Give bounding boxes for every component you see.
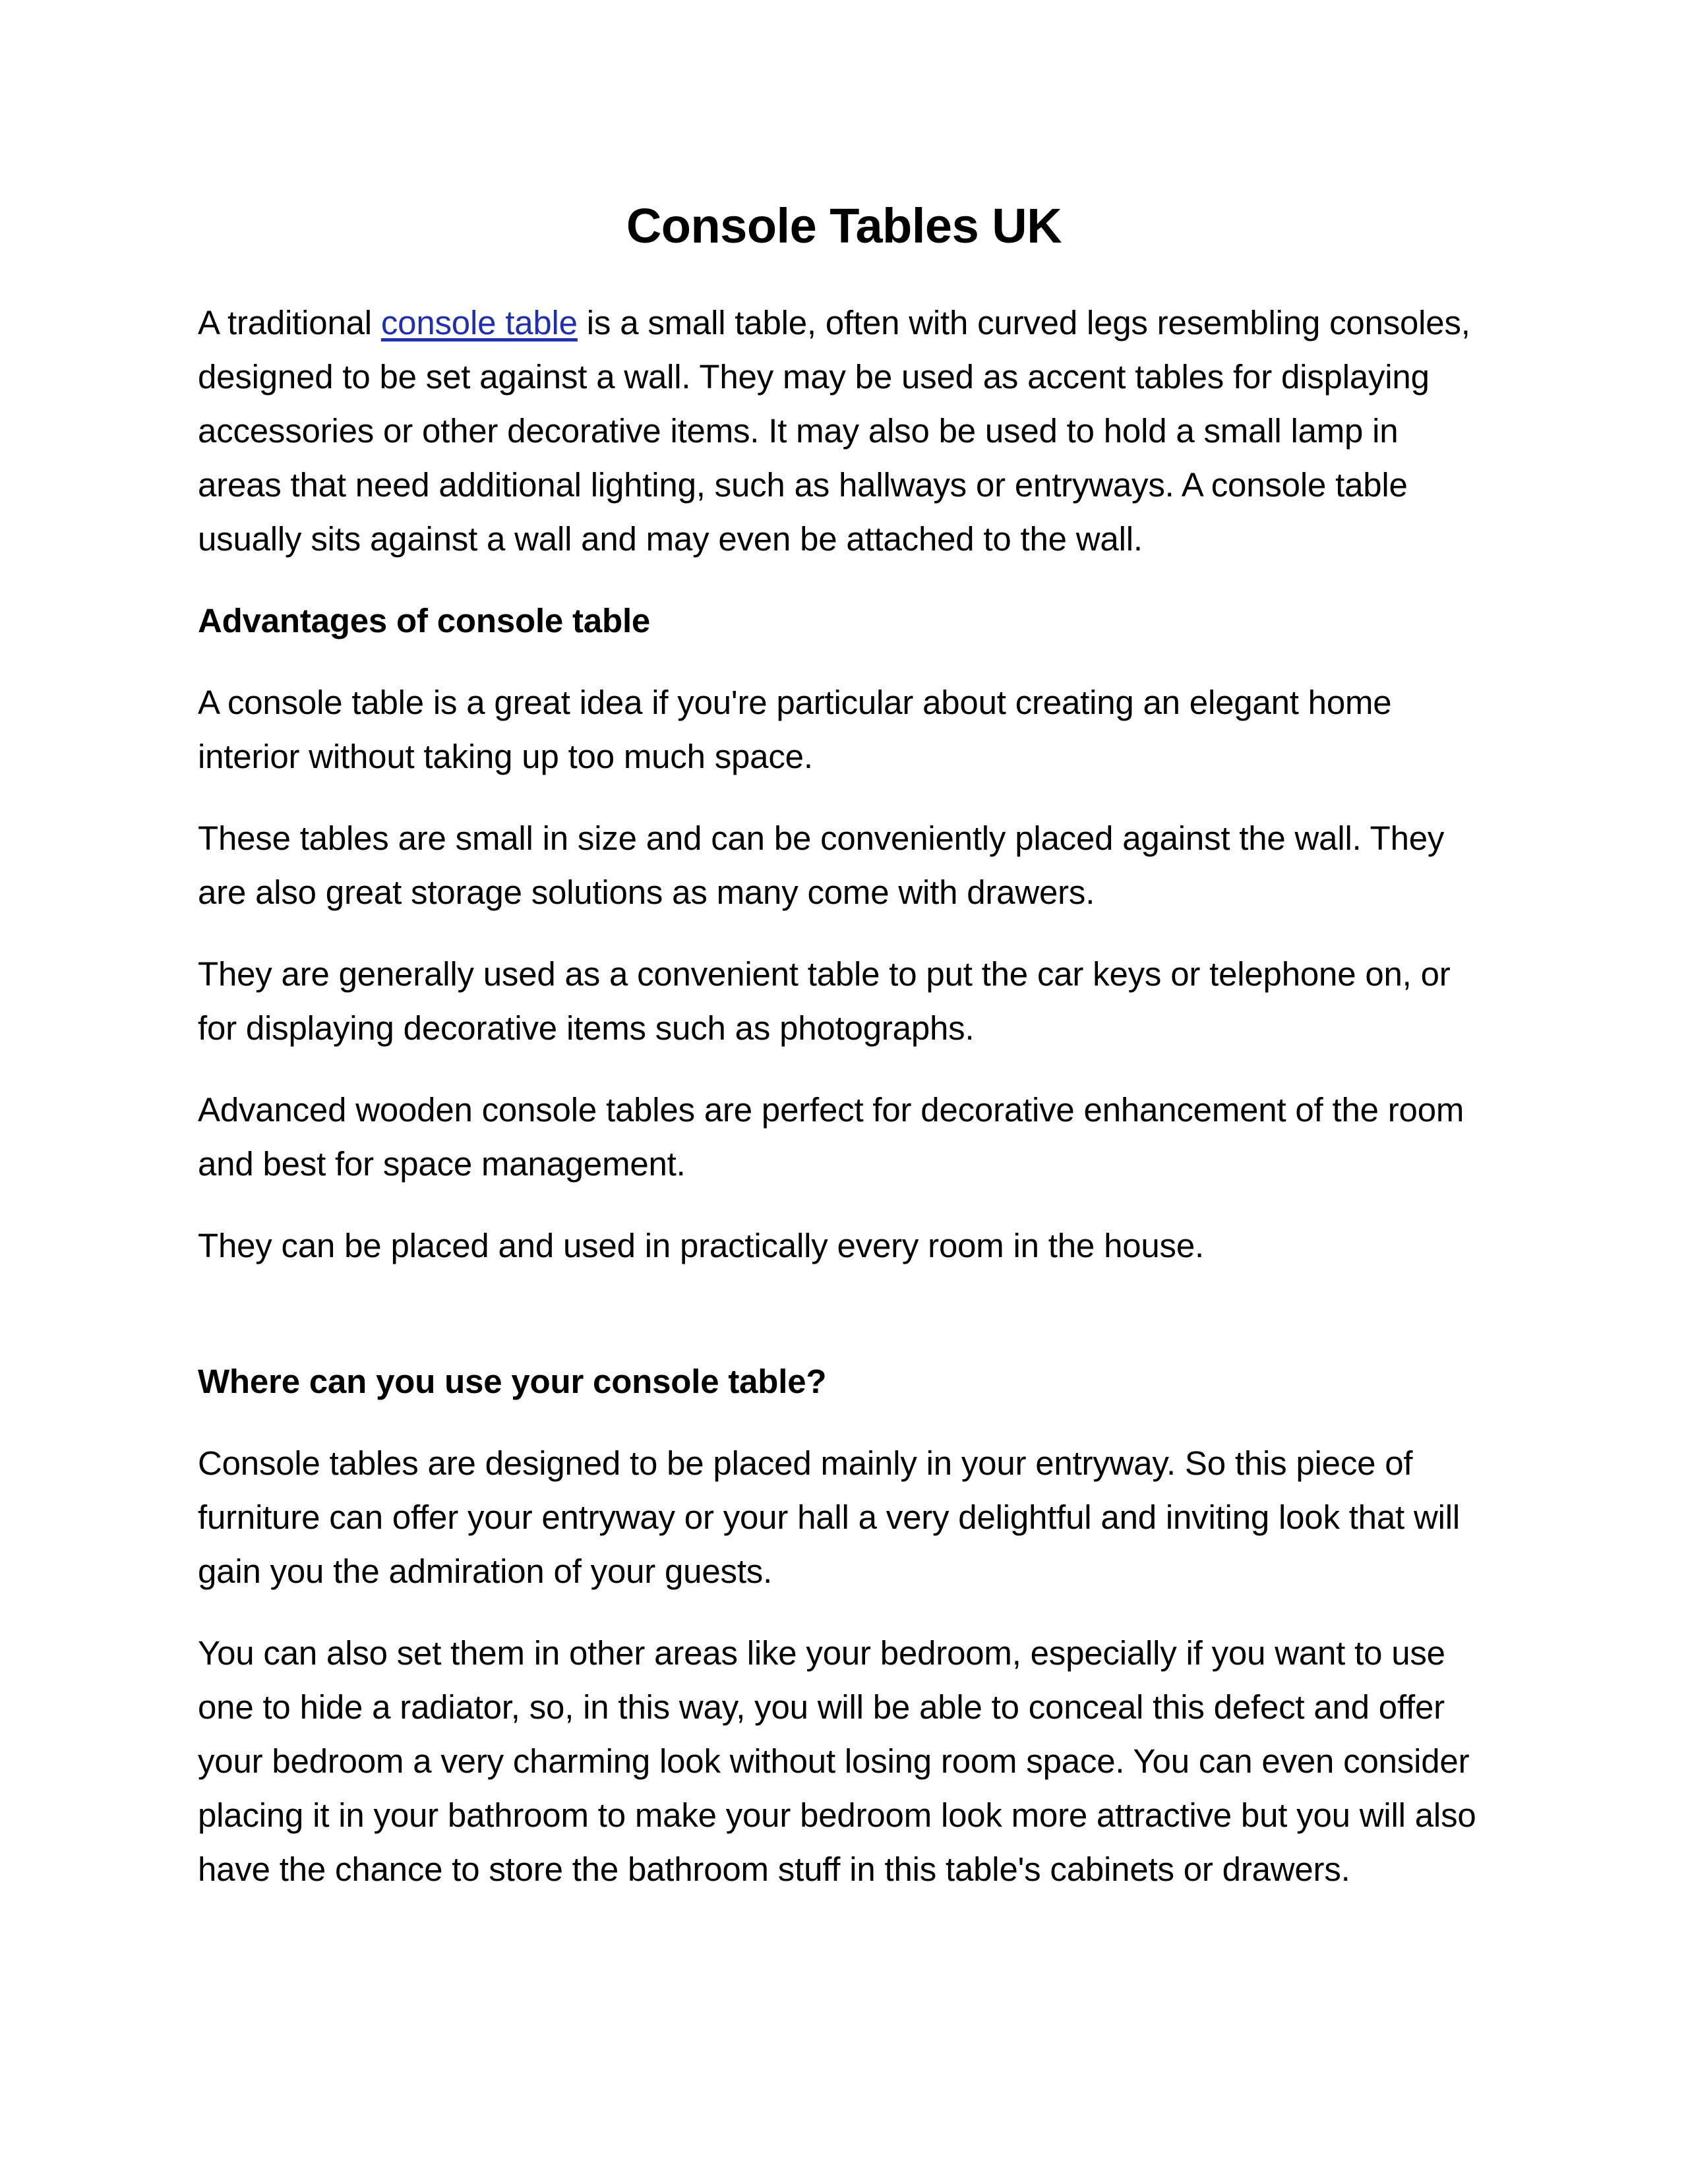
intro-paragraph (198, 296, 1490, 566)
section-spacer (198, 1273, 1490, 1355)
page-title: Console Tables UK (626, 198, 1062, 253)
section-heading-where: Where can you use your console table? (198, 1363, 827, 1401)
paragraph-advantages-4: Advanced wooden console tables are perfect for decorative enhancement of the room and best for space management. (198, 1091, 1464, 1183)
paragraph-advantages-5: They can be placed and used in practically every room in the house. (198, 1227, 1204, 1265)
paragraph-where-1: Console tables are designed to be placed mainly in your entryway. So this piece of furniture can offer your entryway or your hall a very delightful and inviting look that will gain you the admiration of your guests. (198, 1444, 1460, 1591)
paragraph-advantages-2: These tables are small in size and can be conveniently placed against the wall. They are also great storage solutions as many come with drawers. (198, 819, 1445, 912)
intro-text-before-link: A traditional (198, 304, 381, 342)
paragraph-advantages-3: They are generally used as a convenient table to put the car keys or telephone on, or for displaying decorative items such as photographs. (198, 955, 1451, 1048)
section-heading-advantages: Advantages of console table (198, 602, 651, 640)
console-table-link[interactable]: console table (380, 304, 578, 342)
paragraph-advantages-1: A console table is a great idea if you're particular about creating an elegant home interior without taking up too much space. (198, 684, 1392, 776)
intro-text-after-link: is a small table, often with curved legs resembling consoles, designed to be set against a wall. They may be used as accent tables for displaying accessories or other decorative items. It may also be used to hold a small lamp in areas that need additional lighting, such as hallways or entryways. A console table usually sits against a wall and may even be attached to the wall. (198, 304, 1470, 558)
paragraph-where-2: You can also set them in other areas like your bedroom, especially if you want to use one to hide a radiator, so, in this way, you will be able to conceal this defect and offer your bedroom a very charming look without losing room space. You can even consider placing it in your bathroom to make your bedroom look more attractive but you will also have the chance to store the bathroom stuff in this table's cabinets or drawers. (198, 1634, 1476, 1889)
